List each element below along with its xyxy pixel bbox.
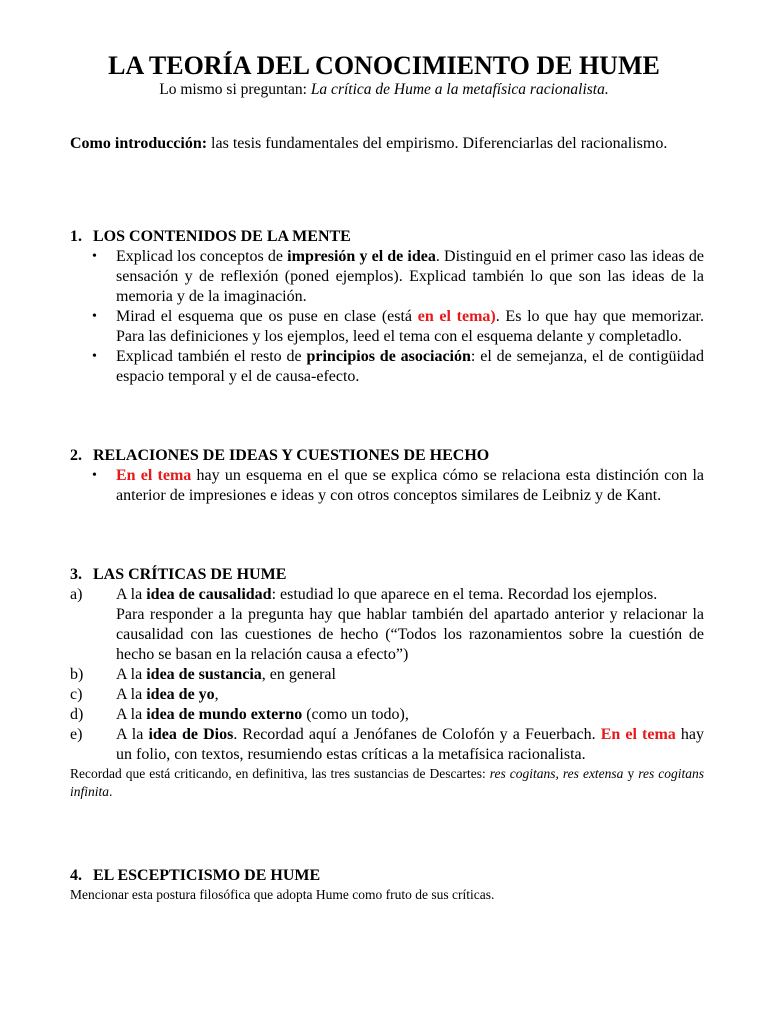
bullet-icon: •	[92, 309, 97, 324]
list-item	[70, 705, 704, 725]
document-subtitle	[0, 80, 768, 100]
intro-text: las tesis fundamentales del empirismo. Diferenciarlas del racionalismo.	[207, 135, 668, 152]
section-3-number: 3.	[70, 566, 82, 583]
intro-paragraph	[70, 134, 704, 154]
note-text: .	[109, 784, 113, 799]
item-text: Mirad el esquema que os puse en clase (está	[116, 308, 418, 325]
subtitle-prefix: Lo mismo si preguntan:	[159, 81, 311, 98]
item-bold: idea de causalidad	[146, 586, 272, 603]
note-italic: res cogitans, res extensa	[489, 766, 624, 781]
section-4-heading	[70, 866, 704, 886]
item-red-highlight: En el tema	[600, 726, 676, 743]
bullet-icon: •	[92, 249, 97, 264]
section-1	[70, 227, 704, 387]
subtitle-italic: La crítica de Hume a la metafísica racionalista.	[310, 81, 609, 98]
section-3-heading	[70, 565, 704, 585]
item-bold: idea de Dios	[148, 726, 234, 743]
note-italic: res cogitans infinita	[70, 766, 704, 799]
item-text: , en general	[261, 666, 336, 683]
item-text: hay un esquema en el que se explica cómo se relaciona esta distinción con la anterior de impresiones e ideas y con otros conceptos similares de Leibniz y de Kant.	[116, 467, 705, 504]
item-text: hay un folio, con textos, resumiendo estas críticas a la metafísica racionalista.	[116, 726, 705, 763]
section-1-list	[70, 247, 704, 387]
item-marker: e)	[70, 726, 83, 743]
item-text: : el de semejanza, el de contigüidad espacio temporal y el de causa-efecto.	[116, 348, 705, 385]
list-item	[70, 585, 704, 665]
bullet-icon: •	[92, 468, 97, 483]
list-item	[70, 466, 704, 506]
section-4	[70, 866, 704, 904]
section-2-heading	[70, 446, 704, 466]
list-item	[70, 347, 704, 387]
section-2-list	[70, 466, 704, 506]
section-4-text: Mencionar esta postura filosófica que adopta Hume como fruto de sus críticas.	[70, 887, 495, 902]
item-text: . Es lo que hay que memorizar. Para las definiciones y los ejemplos, leed el tema con el esquema delante y completadlo.	[116, 308, 705, 345]
item-bold: principios de asociación	[306, 348, 471, 365]
list-item	[70, 725, 704, 765]
item-red-highlight: en el tema)	[417, 308, 496, 325]
item-text: A la	[116, 666, 147, 683]
section-4-title: EL ESCEPTICISMO DE HUME	[93, 867, 321, 884]
note-text: y	[623, 766, 639, 781]
item-bold: idea de yo	[146, 686, 215, 703]
item-paragraph: Para responder a la pregunta hay que hablar también del apartado anterior y relacionar la causalidad con las cuestiones de hecho (“Todos los razonamientos sobre la cuestión de hecho se basan en la relación causa a efecto”)	[116, 606, 704, 663]
item-text: A la	[116, 586, 147, 603]
bullet-icon: •	[92, 349, 97, 364]
note-text: Recordad que está criticando, en definitiva, las tres sustancias de Descartes:	[70, 766, 490, 781]
item-text: A la	[116, 726, 149, 743]
document-title: LA TEORÍA DEL CONOCIMIENTO DE HUME	[108, 51, 660, 80]
item-marker: a)	[70, 586, 83, 603]
item-text: : estudiad lo que aparece en el tema. Recordad los ejemplos.	[271, 586, 658, 603]
section-2-number: 2.	[70, 447, 82, 464]
list-item	[70, 307, 704, 347]
section-1-title: LOS CONTENIDOS DE LA MENTE	[93, 228, 351, 245]
list-item	[70, 665, 704, 685]
section-3-title: LAS CRÍTICAS DE HUME	[93, 566, 287, 583]
item-text: A la	[116, 706, 147, 723]
item-text: . Distinguid en el primer caso las ideas de sensación y de reflexión (poned ejemplos). Explicad también lo que son las ideas de la memoria y de la imaginación.	[116, 248, 704, 305]
list-item	[70, 247, 704, 307]
item-text: A la	[116, 686, 147, 703]
item-bold: impresión y el de idea	[287, 248, 436, 265]
item-bold: idea de mundo externo	[146, 706, 303, 723]
section-4-number: 4.	[70, 867, 82, 884]
item-text: Explicad los conceptos de	[116, 248, 288, 265]
section-3-note	[70, 765, 704, 801]
section-1-heading	[70, 227, 704, 247]
section-3	[70, 565, 704, 801]
item-marker: d)	[70, 706, 84, 723]
item-text: . Recordad aquí a Jenófanes de Colofón y a Feuerbach.	[233, 726, 601, 743]
section-3-list	[70, 585, 704, 765]
list-item	[70, 685, 704, 705]
item-text: (como un todo),	[302, 706, 409, 723]
item-marker: c)	[70, 686, 83, 703]
item-text: ,	[214, 686, 219, 703]
item-red-highlight: En el tema	[116, 467, 192, 484]
section-1-number: 1.	[70, 228, 82, 245]
item-marker: b)	[70, 666, 84, 683]
intro-label: Como introducción:	[70, 135, 208, 152]
section-2-title: RELACIONES DE IDEAS Y CUESTIONES DE HECHO	[93, 447, 490, 464]
item-text: Explicad también el resto de	[116, 348, 307, 365]
section-2	[70, 446, 704, 506]
item-bold: idea de sustancia	[146, 666, 262, 683]
